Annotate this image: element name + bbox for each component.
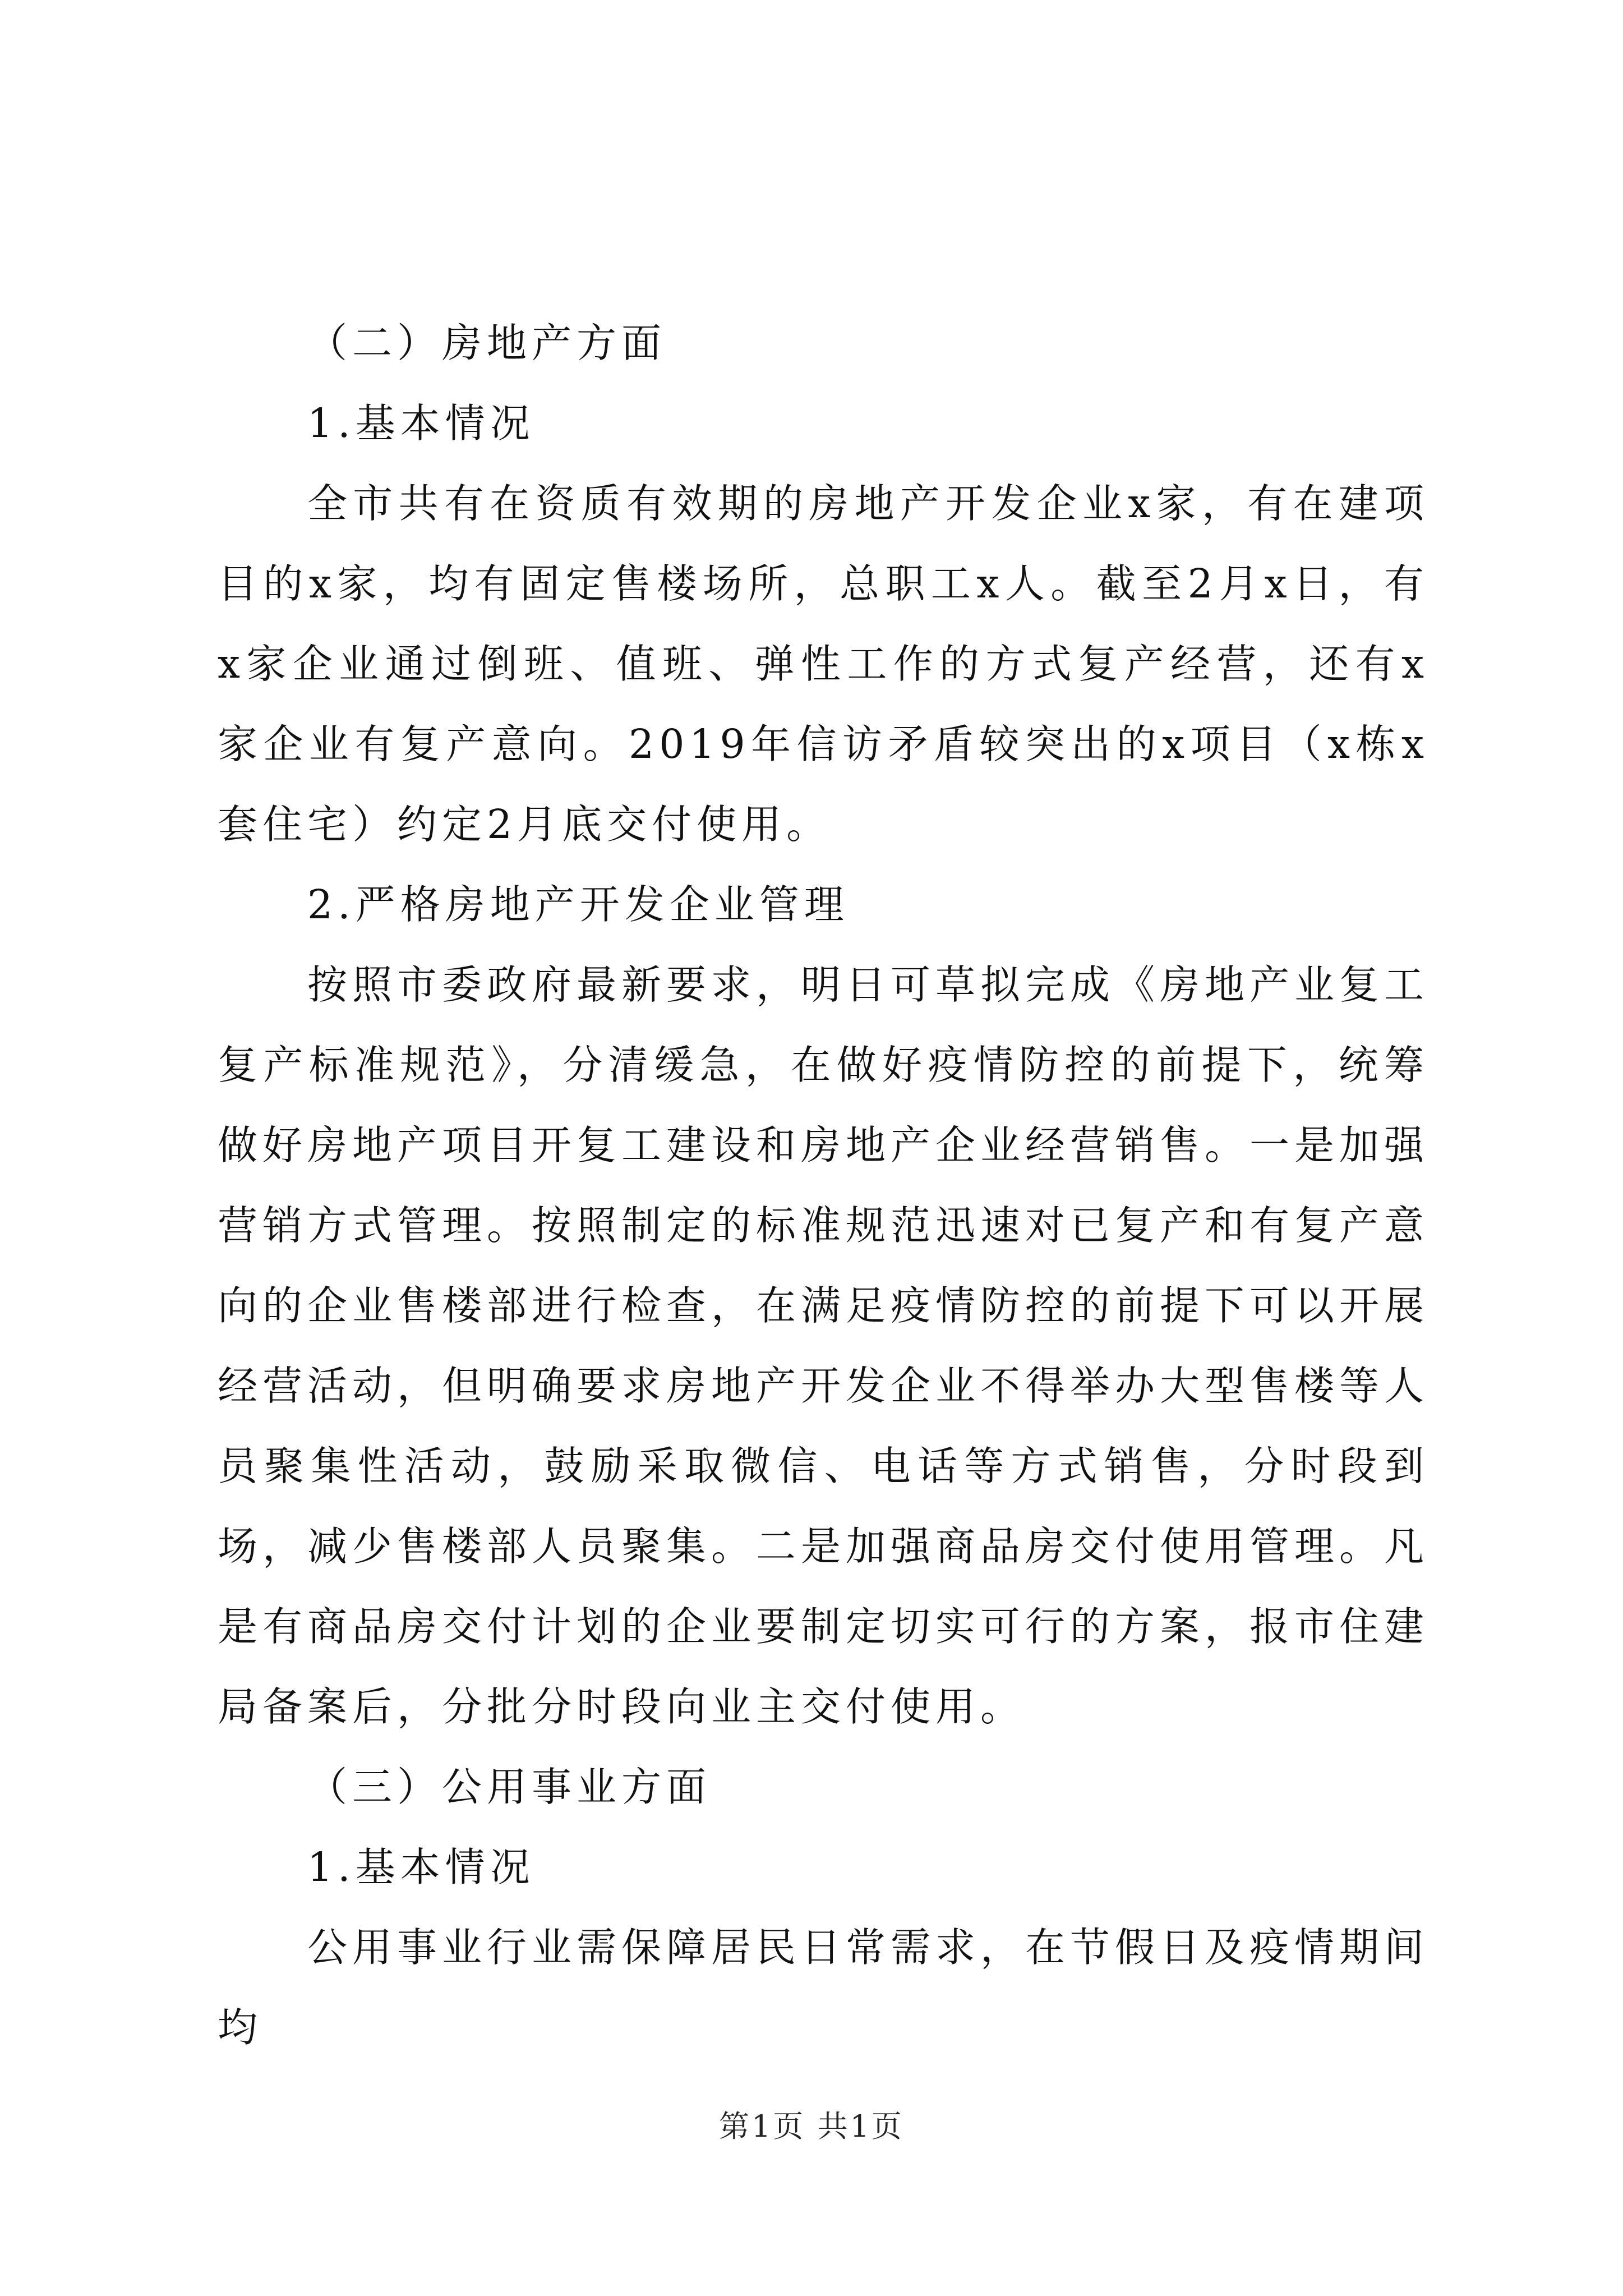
section-2-item-1-heading: 1.基本情况 <box>307 400 535 447</box>
section-2-heading: （二）房地产方面 <box>307 320 667 366</box>
section-3-item-1-paragraph: 公用事业行业需保障居民日常需求，在节假日及疫情期间均 <box>218 1924 1430 2051</box>
section-3-item-1-heading: 1.基本情况 <box>307 1844 535 1890</box>
section-3-heading: （三）公用事业方面 <box>307 1764 712 1810</box>
page-number-footer: 第1页 共1页 <box>719 2109 904 2144</box>
section-2-item-1-paragraph: 全市共有在资质有效期的房地产开发企业x家，有在建项目的x家，均有固定售楼场所，总职工x人。截至2月x日，有x家企业通过倒班、值班、弹性工作的方式复产经营，还有x家企业有复产意向。2019年信访矛盾较突出的x项目（x栋x套住宅）约定2月底交付使用。 <box>218 480 1429 848</box>
section-2-item-2-paragraph: 按照市委政府最新要求，明日可草拟完成《房地产业复工复产标准规范》，分清缓急，在做好疫情防控的前提下，统筹做好房地产项目开复工建设和房地产企业经营销售。一是加强营销方式管理。按照制定的标准规范迅速对已复产和有复产意向的企业售楼部进行检查，在满足疫情防控的前提下可以开展经营活动，但明确要求房地产开发企业不得举办大型售楼等人员聚集性活动，鼓励采取微信、电话等方式销售，分时段到场，减少售楼部人员聚集。二是加强商品房交付使用管理。凡是有商品房交付计划的企业要制定切实可行的方案，报市住建局备案后，分批分时段向业主交付使用。 <box>218 961 1430 1730</box>
document-body <box>218 303 1429 2068</box>
section-2-item-2-heading: 2.严格房地产开发企业管理 <box>307 881 849 928</box>
